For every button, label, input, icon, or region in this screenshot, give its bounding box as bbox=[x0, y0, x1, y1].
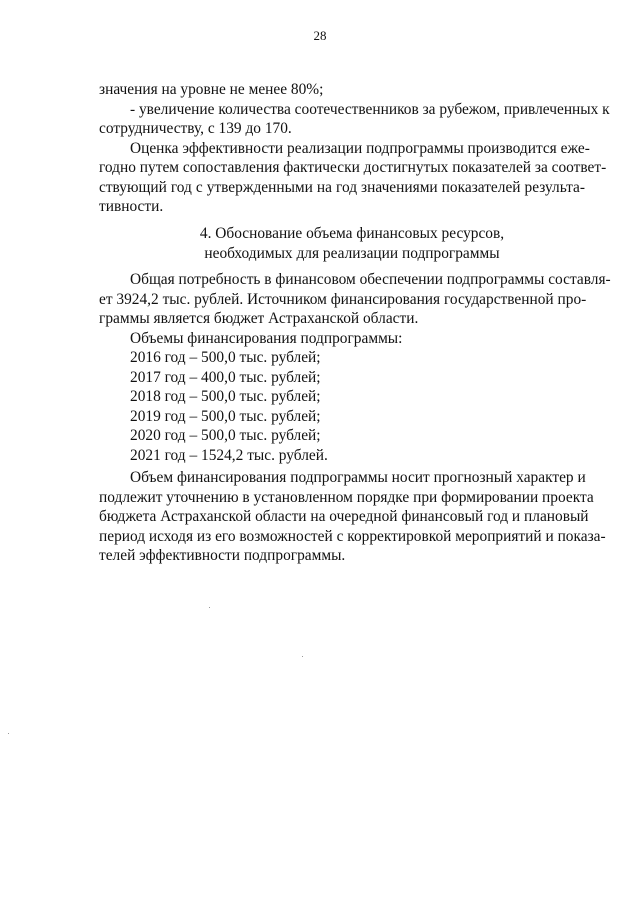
list-item: 2018 год – 500,0 тыс. рублей; bbox=[130, 388, 321, 405]
text-line: ствующий год с утвержденными на год значениями показателей результа- bbox=[99, 178, 585, 196]
list-item: 2021 год – 1524,2 тыс. рублей. bbox=[130, 446, 328, 464]
list-item: 2016 год – 500,0 тыс. рублей; bbox=[130, 349, 321, 366]
text-line: бюджета Астраханской области на очередной финансовый год и плановый bbox=[99, 508, 589, 525]
text-line: сотрудничеству, с 139 до 170. bbox=[99, 120, 292, 137]
scan-speck bbox=[8, 733, 9, 734]
page-number: 28 bbox=[313, 28, 327, 43]
text-line: период исходя из его возможностей с корректировкой мероприятий и показа- bbox=[99, 527, 606, 545]
scan-speck bbox=[209, 607, 210, 608]
text-line: годно путем сопоставления фактически достигнутых показателей за соответ- bbox=[99, 159, 607, 176]
text-line: тивности. bbox=[99, 198, 164, 215]
text-line: значения на уровне не менее 80%; bbox=[99, 81, 324, 98]
heading-line: необходимых для реализации подпрограммы bbox=[204, 245, 500, 262]
text-line: - увеличение количества соотечественников за рубежом, привлеченных к bbox=[130, 100, 610, 118]
list-item: 2020 год – 500,0 тыс. рублей; bbox=[130, 427, 321, 444]
text-line: Общая потребность в финансовом обеспечении подпрограммы составля- bbox=[130, 271, 611, 288]
text-line: ет 3924,2 тыс. рублей. Источником финансирования государственной про- bbox=[99, 290, 587, 308]
list-item: 2017 год – 400,0 тыс. рублей; bbox=[130, 368, 321, 386]
forecast-paragraph bbox=[99, 468, 606, 566]
funding-paragraph bbox=[99, 270, 611, 465]
text-line: подлежит уточнению в установленном порядке при формировании проекта bbox=[99, 488, 594, 506]
intro-paragraphs bbox=[99, 80, 610, 217]
text-line: Объем финансирования подпрограммы носит прогнозный характер и bbox=[130, 469, 586, 486]
text-line: телей эффективности подпрограммы. bbox=[99, 547, 346, 564]
scan-speck bbox=[302, 656, 303, 657]
text-line: Объемы финансирования подпрограммы: bbox=[130, 329, 403, 347]
text-line: Оценка эффективности реализации подпрограммы производится еже- bbox=[130, 139, 590, 157]
section-heading bbox=[0, 224, 640, 264]
funding-years-list bbox=[130, 348, 585, 465]
list-item: 2019 год – 500,0 тыс. рублей; bbox=[130, 407, 321, 425]
heading-line: 4. Обоснование объема финансовых ресурсов, bbox=[199, 225, 505, 242]
text-line: граммы является бюджет Астраханской области. bbox=[99, 310, 419, 327]
